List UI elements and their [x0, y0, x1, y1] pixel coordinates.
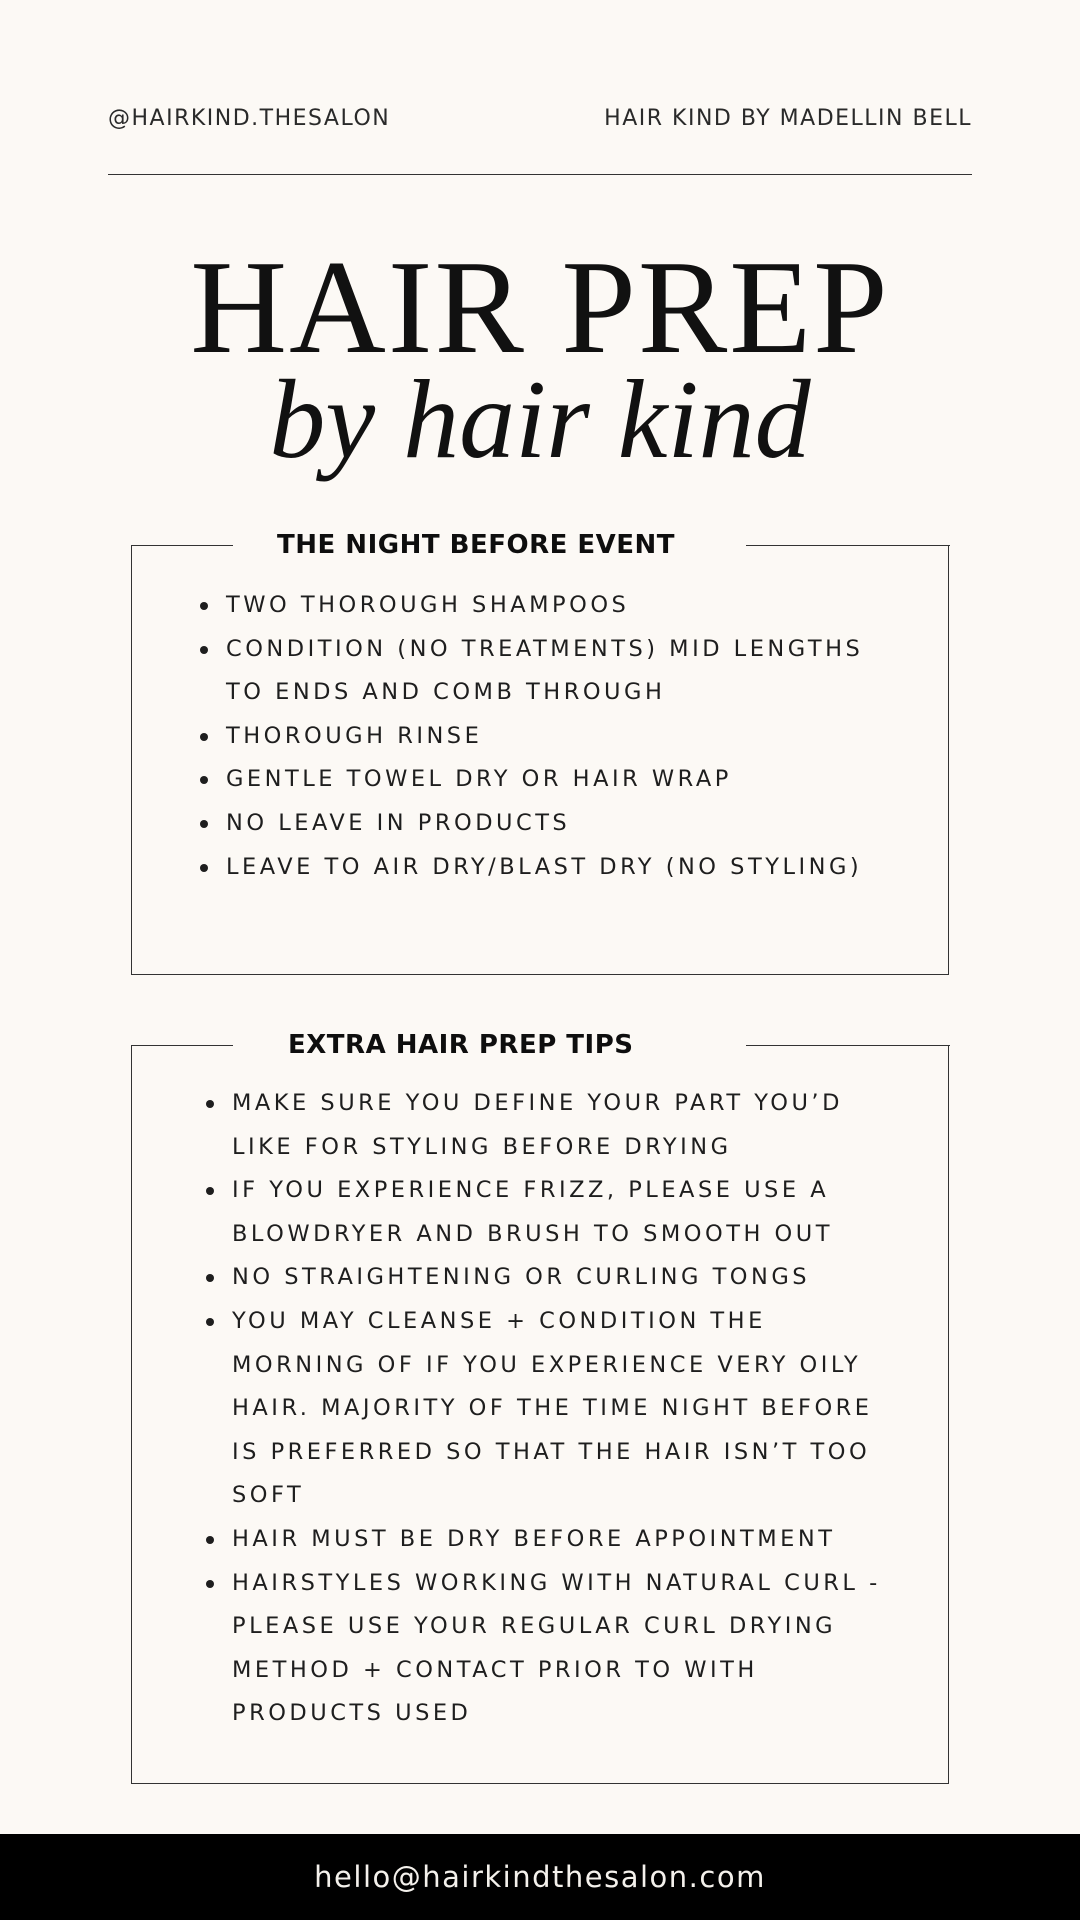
- list-item-text: YOU MAY CLEANSE + CONDITION THE MORNING OF IF YOU EXPERIENCE VERY OILY HAIR. MAJORITY OF THE TIME NIGHT BEFORE IS PREFERRED SO THAT THE HAIR ISN’T TOO SOFT: [232, 1307, 873, 1509]
- list-item: [206, 1562, 906, 1736]
- list-item-text: LEAVE TO AIR DRY/BLAST DRY (NO STYLING): [226, 853, 863, 880]
- bullet-icon: [206, 1274, 214, 1282]
- list-item: [206, 1082, 906, 1169]
- panel-top-rule-right: [746, 545, 950, 546]
- list-item: [206, 1256, 906, 1300]
- panel-top-rule-left: [131, 1045, 233, 1046]
- bullet-icon: [200, 864, 208, 872]
- bullet-icon: [206, 1318, 214, 1326]
- top-bar: [108, 100, 972, 136]
- list-item-text: GENTLE TOWEL DRY OR HAIR WRAP: [226, 766, 732, 793]
- contact-email-link[interactable]: hello@hairkindthesalon.com: [314, 1860, 766, 1894]
- list-item-text: CONDITION (NO TREATMENTS) MID LENGTHS TO ENDS AND COMB THROUGH: [226, 635, 864, 706]
- list-item-text: NO STRAIGHTENING OR CURLING TONGS: [232, 1264, 811, 1291]
- list-item-text: HAIRSTYLES WORKING WITH NATURAL CURL - PLEASE USE YOUR REGULAR CURL DRYING METHOD + CONTACT PRIOR TO WITH PRODUCTS USED: [232, 1569, 881, 1727]
- extra-tips-panel: [131, 1030, 949, 1784]
- night-before-panel: [131, 530, 949, 975]
- page-title: HAIR PREP: [190, 233, 890, 381]
- list-item-text: THOROUGH RINSE: [226, 722, 483, 749]
- list-item: [200, 584, 900, 628]
- instagram-handle[interactable]: @HAIRKIND.THESALON: [108, 105, 391, 131]
- list-item: [200, 715, 900, 759]
- bullet-icon: [206, 1536, 214, 1544]
- list-item: [200, 758, 900, 802]
- bullet-icon: [206, 1100, 214, 1108]
- bullet-icon: [200, 646, 208, 654]
- bullet-icon: [200, 733, 208, 741]
- list-item: [200, 628, 900, 715]
- list-item: [206, 1169, 906, 1256]
- bullet-icon: [206, 1580, 214, 1588]
- list-item-text: NO LEAVE IN PRODUCTS: [226, 809, 571, 836]
- bullet-icon: [206, 1187, 214, 1195]
- list-item: [200, 846, 900, 890]
- list-item-text: IF YOU EXPERIENCE FRIZZ, PLEASE USE A BLOWDRYER AND BRUSH TO SMOOTH OUT: [232, 1177, 833, 1247]
- list-item: [206, 1300, 906, 1518]
- panel-top-rule-left: [131, 545, 233, 546]
- list-item-text: MAKE SURE YOU DEFINE YOUR PART YOU’D LIKE FOR STYLING BEFORE DRYING: [232, 1090, 843, 1160]
- panel-top-rule-right: [746, 1045, 950, 1046]
- list-item-text: HAIR MUST BE DRY BEFORE APPOINTMENT: [232, 1525, 836, 1552]
- brand-name: HAIR KIND BY MADELLIN BELL: [604, 105, 972, 131]
- list-item: [206, 1518, 906, 1562]
- list-item-text: TWO THOROUGH SHAMPOOS: [226, 592, 630, 618]
- extra-tips-heading: EXTRA HAIR PREP TIPS: [288, 1030, 634, 1060]
- bullet-icon: [200, 820, 208, 828]
- footer-bar: [0, 1834, 1080, 1920]
- bullet-icon: [200, 602, 208, 610]
- list-item: [200, 802, 900, 846]
- page-subtitle: by hair kind: [269, 358, 811, 482]
- night-before-list: [200, 584, 900, 889]
- header-divider: [108, 174, 972, 175]
- bullet-icon: [200, 776, 208, 784]
- extra-tips-list: [206, 1082, 906, 1736]
- night-before-heading: THE NIGHT BEFORE EVENT: [277, 530, 676, 560]
